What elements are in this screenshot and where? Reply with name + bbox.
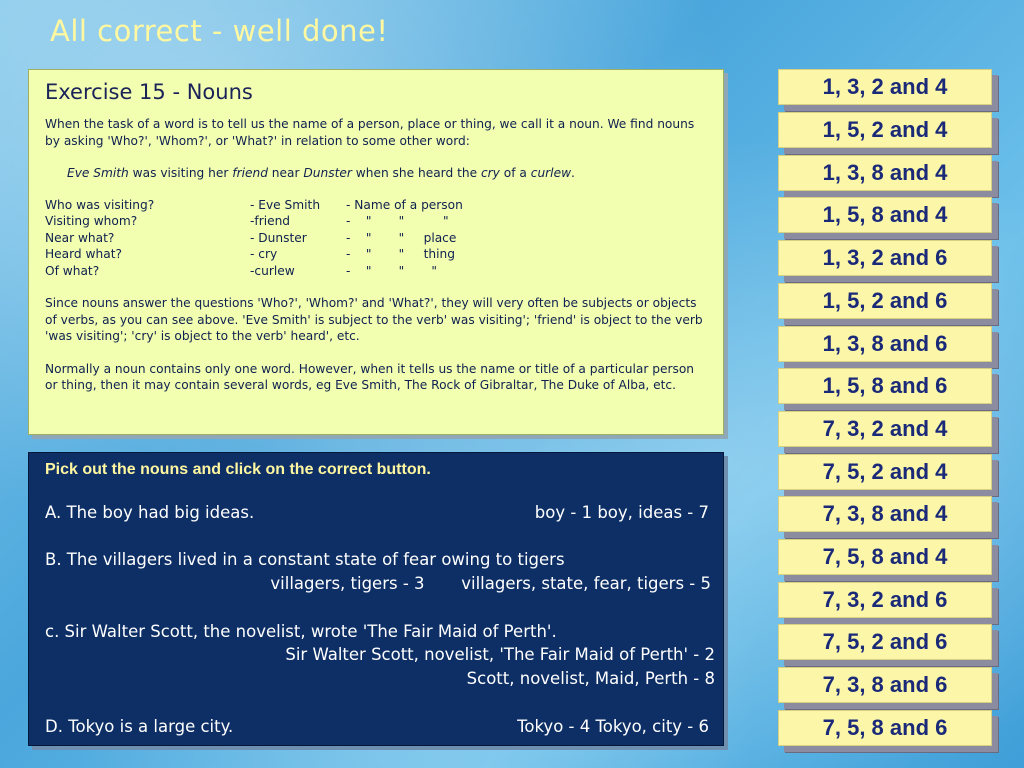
answer-button[interactable]: 7, 3, 2 and 4 xyxy=(778,411,992,447)
question-b-sentence: B. The villagers lived in a constant state of fear owing to tigers xyxy=(45,550,565,569)
answer-button[interactable]: 7, 3, 2 and 6 xyxy=(778,582,992,618)
question-panel xyxy=(28,452,724,746)
question-c-sentence: c. Sir Walter Scott, the novelist, wrote 'The Fair Maid of Perth'. xyxy=(45,622,557,641)
table-row: Near what? - Dunster - " " place xyxy=(45,230,457,245)
question-d-sentence: D. Tokyo is a large city. xyxy=(45,717,234,736)
answer-button[interactable]: 1, 5, 2 and 6 xyxy=(778,283,992,319)
answer-button[interactable]: 7, 5, 2 and 6 xyxy=(778,624,992,660)
answer-button[interactable]: 7, 3, 8 and 4 xyxy=(778,496,992,532)
noun-question-table xyxy=(45,197,463,280)
answer-button[interactable]: 1, 5, 8 and 4 xyxy=(778,197,992,233)
exercise-title: Exercise 15 - Nouns xyxy=(45,80,253,104)
page-title: All correct - well done! xyxy=(50,14,389,48)
answer-button[interactable]: 1, 3, 2 and 6 xyxy=(778,240,992,276)
answer-button[interactable]: 7, 5, 8 and 6 xyxy=(778,710,992,746)
question-c-option-1: Sir Walter Scott, novelist, 'The Fair Maid of Perth' - 2 xyxy=(285,645,715,664)
exercise-panel xyxy=(28,69,724,435)
answer-button[interactable]: 1, 3, 8 and 6 xyxy=(778,326,992,362)
table-row: Visiting whom? -friend - " " " xyxy=(45,214,449,228)
answer-button[interactable]: 7, 5, 8 and 4 xyxy=(778,539,992,575)
answer-button[interactable]: 1, 5, 2 and 4 xyxy=(778,112,992,148)
exercise-text xyxy=(45,116,707,394)
intro-paragraph: When the task of a word is to tell us the name of a person, place or thing, we call it a noun. We find nouns by asking 'Who?', 'Whom?', or 'What?' in relation to some other word: xyxy=(45,117,695,148)
question-c-option-2: Scott, novelist, Maid, Perth - 8 xyxy=(466,669,715,688)
question-a-options: boy - 1 boy, ideas - 7 xyxy=(534,503,709,522)
multiword-paragraph: Normally a noun contains only one word. However, when it tells us the name or title of a particular person or thing, then it may contain several words, eg Eve Smith, The Rock of Gibraltar, The Duke of Alba, etc. xyxy=(45,361,695,392)
table-row: Heard what? - cry - " " thing xyxy=(45,247,455,261)
answer-button[interactable]: 7, 5, 2 and 4 xyxy=(778,454,992,490)
question-d-options: Tokyo - 4 Tokyo, city - 6 xyxy=(517,717,709,736)
answer-button[interactable]: 1, 3, 8 and 4 xyxy=(778,155,992,191)
subjects-paragraph: Since nouns answer the questions 'Who?', 'Whom?' and 'What?', they will very often be subjects or objects of verbs, as you can see above. 'Eve Smith' is subject to the verb' was visiting'; 'friend' is object to the verb 'was visiting'; 'cry' is object to the verb' heard', etc. xyxy=(45,296,703,343)
answer-button[interactable]: 1, 5, 8 and 6 xyxy=(778,368,992,404)
question-b-options: villagers, tigers - 3 villagers, state, fear, tigers - 5 xyxy=(270,574,711,593)
table-row: Of what? -curlew - " " " xyxy=(45,263,437,278)
example-sentence: Eve Smith was visiting her friend near Dunster when she heard the cry of a curlew. xyxy=(67,166,575,180)
answer-button[interactable]: 7, 3, 8 and 6 xyxy=(778,667,992,703)
answer-button[interactable]: 1, 3, 2 and 4 xyxy=(778,69,992,105)
question-a-sentence: A. The boy had big ideas. xyxy=(45,503,255,522)
table-row: Who was visiting? - Eve Smith - Name of a person xyxy=(45,197,463,212)
instruction-text: Pick out the nouns and click on the correct button. xyxy=(45,461,431,478)
